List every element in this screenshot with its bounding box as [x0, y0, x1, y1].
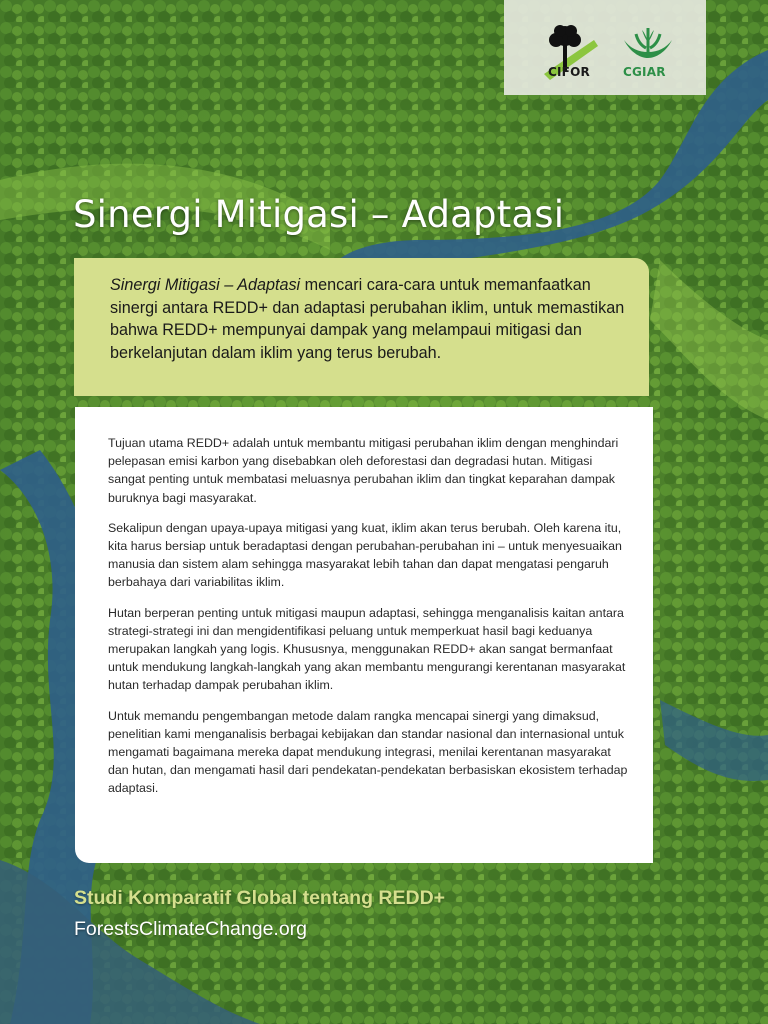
cifor-logo-text: CIFOR [548, 65, 590, 79]
cgiar-logo-text: CGIAR [623, 65, 666, 79]
body-text-panel [75, 407, 653, 863]
callout-body: mencari cara-cara untuk memanfaatkan sinergi antara REDD+ dan adaptasi perubahan iklim, untuk memastikan bahwa REDD+ mempunyai dampak yang melampaui mitigasi dan berkelanjutan dalam iklim yang terus berubah. [110, 276, 625, 362]
paragraph: Hutan berperan penting untuk mitigasi maupun adaptasi, sehingga menganalisis kaitan antara strategi-strategi ini dan mengidentifikasi peluang untuk memperkuat hasil bagi keduanya merupakan langkah yang logis. Khususnya, menggunakan REDD+ akan sangat bermanfaat untuk mendukung langkah-langkah yang akan membantu mengurangi kerentanan masyarakat hutan terhadap dampak perubahan iklim. [108, 605, 626, 693]
paragraph: Untuk memandu pengembangan metode dalam rangka mencapai sinergi yang dimaksud, penelitian kami menganalisis berbagai kebijakan dan standar nasional dan internasional untuk mengamati bagaimana mereka dapat mendukung integrasi, menilai kerentanan masyarakat dan hutan, dan mengamati hasil dari pendekatan-pendekatan berbasiskan ekosistem terhadap adaptasi. [108, 708, 628, 796]
footer-title: Studi Komparatif Global tentang REDD+ [74, 887, 446, 909]
callout-text [110, 274, 629, 364]
logo-panel [504, 0, 706, 95]
paragraph: Tujuan utama REDD+ adalah untuk membantu mitigasi perubahan iklim dengan menghindari pelepasan emisi karbon yang disebabkan oleh deforestasi dan degradasi hutan. Mitigasi sangat penting untuk membatasi meluasnya perubahan iklim dan tingkat keparahan dampak buruknya bagi masyarakat. [108, 436, 619, 505]
summary-callout [74, 258, 649, 396]
callout-lead: Sinergi Mitigasi – Adaptasi [110, 276, 301, 294]
paragraph: Sekalipun dengan upaya-upaya mitigasi yang kuat, iklim akan terus berubah. Oleh karena itu, kita harus bersiap untuk beradaptasi dengan perubahan-perubahan ini – untuk menyesuaikan manusia dan sistem alam sehingga masyarakat lebih tahan dan dapat mengatasi pengaruh berbahaya dari variabilitas iklim. [108, 520, 622, 590]
page-title: Sinergi Mitigasi – Adaptasi [73, 192, 565, 236]
footer-url-link[interactable]: ForestsClimateChange.org [74, 918, 308, 940]
